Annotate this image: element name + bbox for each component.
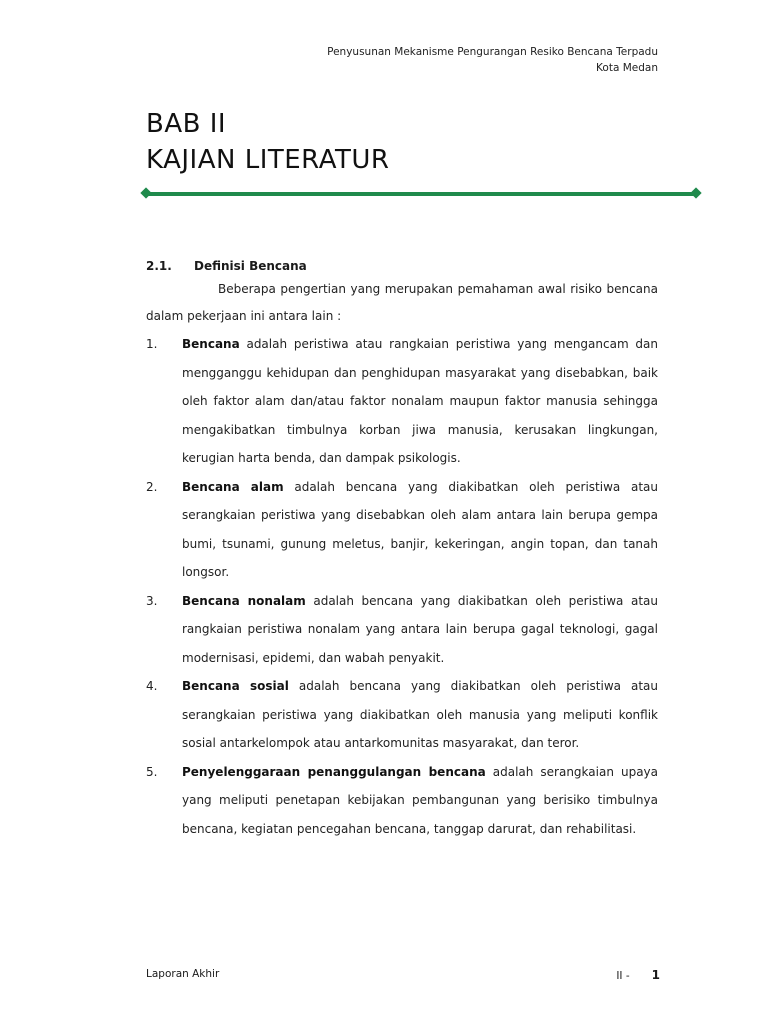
page-number: 1 bbox=[651, 968, 660, 982]
definition-list bbox=[146, 330, 658, 843]
list-item-text: adalah bencana yang diakibatkan oleh peristiwa atau serangkaian peristiwa yang diakibatkan oleh manusia yang meliputi konflik sosial antarkelompok atau antarkomunitas masyarakat, dan teror. bbox=[182, 679, 658, 750]
section-title: Definisi Bencana bbox=[194, 259, 307, 273]
list-item-text: adalah bencana yang diakibatkan oleh peristiwa atau rangkaian peristiwa nonalam yang antara lain berupa gagal teknologi, gagal modernisasi, epidemi, dan wabah penyakit. bbox=[182, 593, 658, 665]
list-item bbox=[146, 672, 658, 758]
running-header bbox=[327, 44, 658, 76]
chapter-number: BAB II bbox=[146, 109, 227, 139]
header-line-2: Kota Medan bbox=[596, 62, 658, 74]
body-content bbox=[146, 276, 658, 843]
green-divider bbox=[146, 192, 696, 196]
list-item-number: 2. bbox=[146, 479, 158, 494]
list-item-text: adalah peristiwa atau rangkaian peristiwa yang mengancam dan mengganggu kehidupan dan penghidupan masyarakat yang disebabkan, baik oleh faktor alam dan/atau faktor nonalam maupun faktor manusia sehingga mengakibatkan timbulnya korban jiwa manusia, kerusakan lingkungan, kerugian harta benda, dan dampak psikologis. bbox=[182, 337, 658, 465]
chapter-heading bbox=[146, 106, 389, 178]
list-item-text: adalah serangkaian upaya yang meliputi penetapan kebijakan pembangunan yang berisiko timbulnya bencana, kegiatan pencegahan bencana, tanggap darurat, dan rehabilitasi. bbox=[182, 764, 659, 836]
divider-right-diamond-icon bbox=[690, 187, 701, 198]
list-item-term: Bencana nonalam bbox=[182, 593, 306, 608]
section-heading bbox=[146, 259, 307, 273]
list-item-term: Bencana sosial bbox=[182, 679, 289, 693]
list-item-number: 1. bbox=[146, 337, 158, 351]
list-item bbox=[146, 758, 658, 844]
footer-chapter-ref: II - bbox=[616, 970, 630, 982]
header-line-1: Penyusunan Mekanisme Pengurangan Resiko Bencana Terpadu bbox=[327, 46, 658, 58]
list-item-term: Bencana alam bbox=[182, 479, 284, 494]
list-item-number: 5. bbox=[146, 764, 158, 779]
footer-page-ref bbox=[616, 968, 660, 982]
list-item bbox=[146, 330, 658, 473]
intro-paragraph: Beberapa pengertian yang merupakan pemahaman awal risiko bencana dalam pekerjaan ini antara lain : bbox=[146, 282, 658, 323]
list-item bbox=[146, 473, 658, 587]
divider-left-diamond-icon bbox=[140, 187, 151, 198]
list-item-term: Bencana bbox=[182, 337, 240, 351]
list-item bbox=[146, 587, 658, 673]
list-item-number: 3. bbox=[146, 593, 158, 608]
footer-report-label: Laporan Akhir bbox=[146, 968, 220, 980]
chapter-title: KAJIAN LITERATUR bbox=[146, 145, 390, 175]
list-item-number: 4. bbox=[146, 679, 158, 693]
list-item-term: Penyelenggaraan penanggulangan bencana bbox=[182, 764, 486, 779]
list-item-text: adalah bencana yang diakibatkan oleh peristiwa atau serangkaian peristiwa yang disebabkan oleh alam antara lain berupa gempa bumi, tsunami, gunung meletus, banjir, kekeringan, angin topan, dan tanah longsor. bbox=[182, 479, 658, 579]
section-number: 2.1. bbox=[146, 259, 172, 273]
